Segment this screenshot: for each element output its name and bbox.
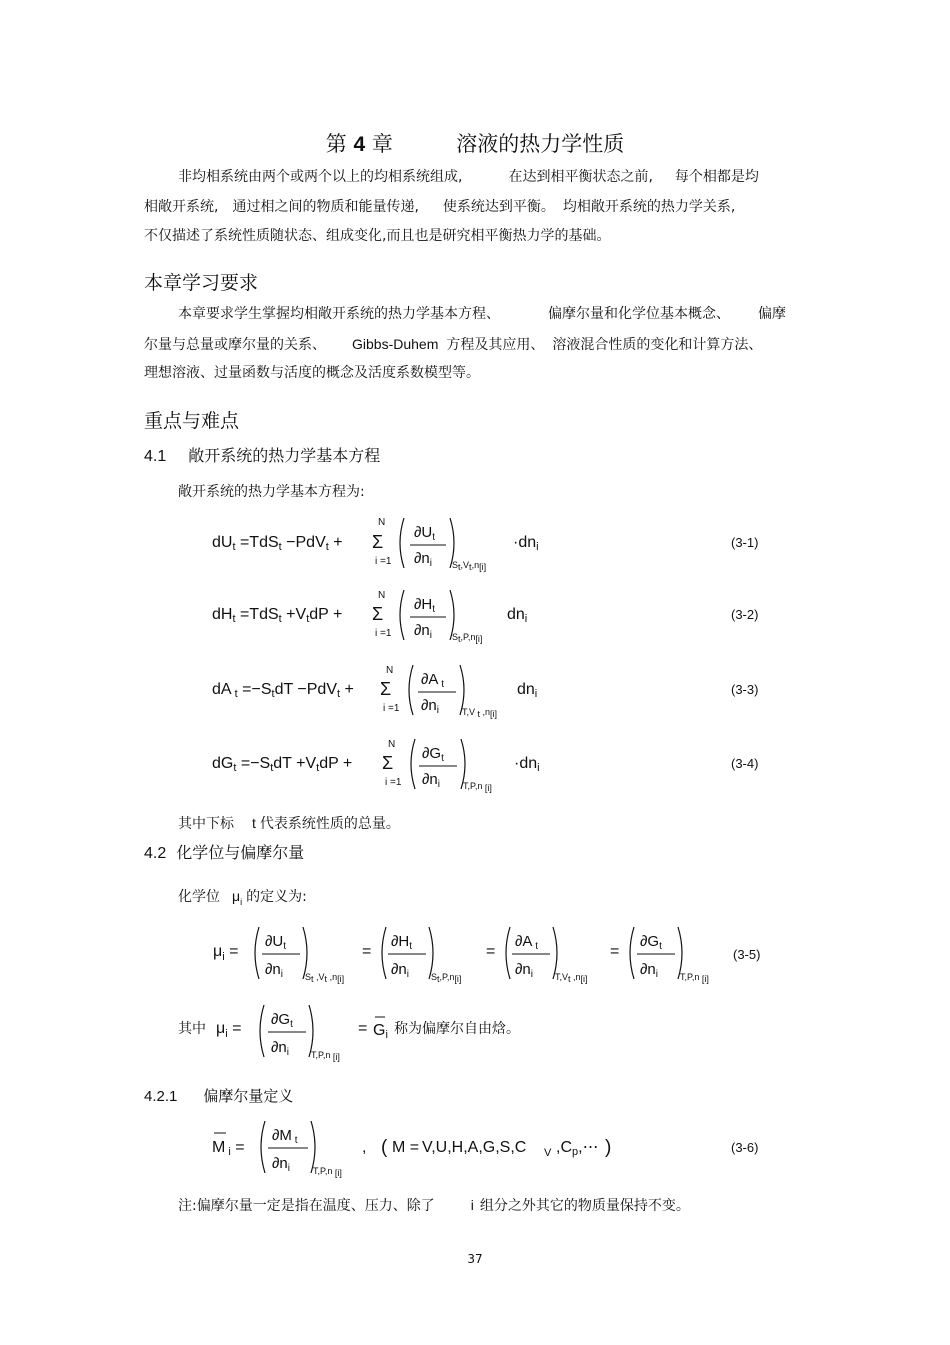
svg-text:Σ: Σ (380, 679, 392, 699)
svg-text:dGt =−StdT +VtdP +: dGt =−StdT +VtdP + (212, 755, 353, 774)
svg-text:i =1: i =1 (385, 777, 402, 788)
equation-3-5-formula (0, 922, 950, 988)
svg-text:Gi: Gi (373, 1022, 388, 1041)
equation-3-5 (0, 922, 950, 982)
section-4-2-1-heading: 4.2.1 偏摩尔量定义 (144, 1087, 294, 1105)
svg-text:N: N (388, 739, 396, 750)
svg-text:∂ni: $\partial n_i$ (271, 1039, 289, 1058)
svg-text:=: = (610, 943, 620, 960)
svg-text:(: ( (381, 1137, 388, 1158)
requirements-heading: 本章学习要求 (144, 272, 259, 294)
intro-line-3: 不仅描述了系统性质随状态、组成变化,而且也是研究相平衡热力学的基础。 (144, 228, 611, 244)
svg-text:M =: M = (392, 1139, 420, 1156)
svg-text:Σ: Σ (382, 753, 394, 773)
equation-number: (3-1) (731, 535, 759, 550)
equation-3-1 (0, 510, 950, 570)
key-points-heading: 重点与难点 (144, 410, 240, 432)
equation-3-3 (0, 660, 950, 720)
svg-text:∂Ht: $\partial H_t$ (391, 933, 413, 952)
equation-3-4 (0, 735, 950, 795)
svg-text:∂ni: $\partial n_i$ (391, 961, 409, 980)
partial-gibbs-prefix: 其中 (178, 1021, 206, 1037)
svg-text:dA t =−StdT −PdVt +: dA t =−StdT −PdVt + (212, 681, 354, 700)
svg-text:∂ni: $\partial n_i$ (515, 961, 533, 980)
svg-text:N: N (386, 665, 394, 676)
section-4-1-heading: 4.1 敞开系统的热力学基本方程 (144, 446, 381, 465)
svg-text:i =1: i =1 (375, 628, 392, 639)
section-4-1-intro: 敞开系统的热力学基本方程为: (178, 484, 365, 500)
svg-text:∂Ht: $\partial H_t$ (414, 596, 436, 615)
equation-number: (3-2) (731, 607, 759, 622)
svg-text:T,P,n [i]: T,P,n [i] (313, 1166, 342, 1178)
chapter-name: 溶液的热力学性质 (456, 132, 625, 156)
svg-text:i =1: i =1 (375, 556, 392, 567)
equation-3-6 (0, 1116, 950, 1176)
requirements-line-1: 本章要求学生掌握均相敞开系统的热力学基本方程、 偏摩尔量和化学位基本概念、 偏摩 (178, 306, 786, 322)
svg-text:∂Ut: $\partial U_t$ (265, 933, 287, 952)
svg-text:i =1: i =1 (383, 703, 400, 714)
svg-text:·dni: ·dni (513, 534, 539, 553)
svg-text:∂Ut: $\partial U_t$ (414, 524, 436, 543)
svg-text:T,P,n [i]: T,P,n [i] (680, 972, 709, 984)
section-4-2-heading: 4.2 化学位与偏摩尔量 (144, 843, 305, 862)
svg-text:): ) (605, 1137, 612, 1158)
svg-text:∂ni: $\partial n_i$ (422, 771, 440, 790)
svg-text:dni: dni (507, 606, 528, 625)
chapter-suffix: 章 (371, 132, 393, 156)
section-4-1-note: 其中下标 t 代表系统性质的总量。 (178, 815, 400, 832)
section-4-2-intro: 化学位 $\mu_i$ 的定义为: (178, 888, 307, 907)
svg-text:∂ni: $\partial n_i$ (265, 961, 283, 980)
svg-text:∂ni: $\partial n_i$ (272, 1155, 290, 1174)
svg-text:St ,Vt ,n[i]: St ,Vt ,n[i] (305, 972, 345, 984)
equation-3-2 (0, 586, 950, 646)
svg-text:St,P,n[i]: St,P,n[i] (452, 632, 483, 644)
partial-gibbs-suffix: 称为偏摩尔自由焓。 (394, 1021, 520, 1037)
equation-partial-gibbs (0, 1000, 950, 1060)
svg-text:=: = (486, 943, 496, 960)
svg-text:Σ: Σ (372, 604, 384, 624)
svg-text:∂Gt: $\partial G_t$ (640, 933, 662, 952)
svg-text:T,V t ,n[i]: T,V t ,n[i] (462, 707, 498, 719)
section-4-2-1-note: 注:偏摩尔量一定是指在温度、压力、除了 i 组分之外其它的物质量保持不变。 (178, 1197, 690, 1214)
equation-number: (3-6) (731, 1140, 759, 1155)
requirements-line-3: 理想溶液、过量函数与活度的概念及活度系数模型等。 (144, 365, 480, 381)
svg-text:·dni: ·dni (514, 755, 540, 774)
svg-text:∂Gt: $\partial G_t$ (271, 1011, 293, 1030)
chapter-title (0, 128, 950, 158)
svg-text:∂ni: $\partial n_i$ (640, 961, 658, 980)
intro-line-1: 非均相系统由两个或两个以上的均相系统组成, 在达到相平衡状态之前, 每个相都是均 (178, 169, 759, 185)
svg-text:dUt =TdSt −PdVt +: dUt =TdSt −PdVt + (212, 534, 343, 553)
svg-text:∂ni: $\partial n_i$ (421, 697, 439, 716)
svg-text:,Cp,⋯: ,Cp,⋯ (556, 1139, 599, 1158)
svg-text:∂A t: ∂A $_t$ (515, 933, 538, 952)
equation-3-2-formula (0, 586, 950, 652)
svg-text:dHt =TdSt +VtdP +: dHt =TdSt +VtdP + (212, 606, 343, 625)
svg-text:∂Gt: $\partial G_t$ (422, 745, 444, 764)
svg-text:μi =: $\mu_i$ = (213, 943, 239, 963)
intro-line-2: 相敞开系统, 通过相之间的物质和能量传递, 使系统达到平衡。 均相敞开系统的热力学关系, (144, 199, 736, 215)
svg-text:St,P,n[i]: St,P,n[i] (431, 972, 462, 984)
svg-text:M i =: M i = (212, 1139, 245, 1158)
svg-text:,: , (362, 1139, 367, 1156)
chapter-number: 4 (353, 133, 366, 156)
svg-text:=: = (362, 943, 372, 960)
svg-text:Σ: Σ (372, 532, 384, 552)
svg-text:T,Vt ,n[i]: T,Vt ,n[i] (555, 972, 588, 984)
svg-text:N: N (378, 590, 386, 601)
requirements-line-2: 尔量与总量或摩尔量的关系、 Gibbs-Duhem 方程及其应用、 溶液混合性质的变化和计算方法、 (144, 336, 763, 353)
svg-text:=: = (358, 1020, 368, 1037)
equation-3-6-list: V,U,H,A,G,S,C (422, 1139, 527, 1156)
chapter-prefix: 第 (325, 132, 347, 156)
equation-number: (3-3) (731, 682, 759, 697)
svg-text:N: N (378, 517, 386, 528)
equation-3-6-formula (0, 1116, 950, 1182)
svg-text:μi =: $\mu_i$ = (216, 1020, 242, 1040)
equation-3-1-formula (0, 510, 950, 576)
equation-3-3-formula (0, 660, 950, 726)
svg-text:St,Vt,n[i]: St,Vt,n[i] (452, 560, 487, 572)
svg-text:∂M t: ∂M $_t$ (272, 1127, 298, 1146)
page-number: 37 (467, 1252, 483, 1266)
svg-text:∂A t: ∂A $_t$ (421, 671, 444, 690)
equation-number: (3-4) (731, 756, 759, 771)
svg-text:∂ni: $\partial n_i$ (414, 622, 432, 641)
svg-text:dni: dni (517, 681, 538, 700)
svg-text:∂ni: $\partial n_i$ (414, 550, 432, 569)
svg-text:T,P,n [i]: T,P,n [i] (463, 781, 492, 793)
equation-number: (3-5) (733, 947, 761, 962)
svg-text:V: V (544, 1147, 552, 1159)
equation-3-4-formula (0, 735, 950, 801)
svg-text:T,P,n [i]: T,P,n [i] (311, 1050, 340, 1062)
